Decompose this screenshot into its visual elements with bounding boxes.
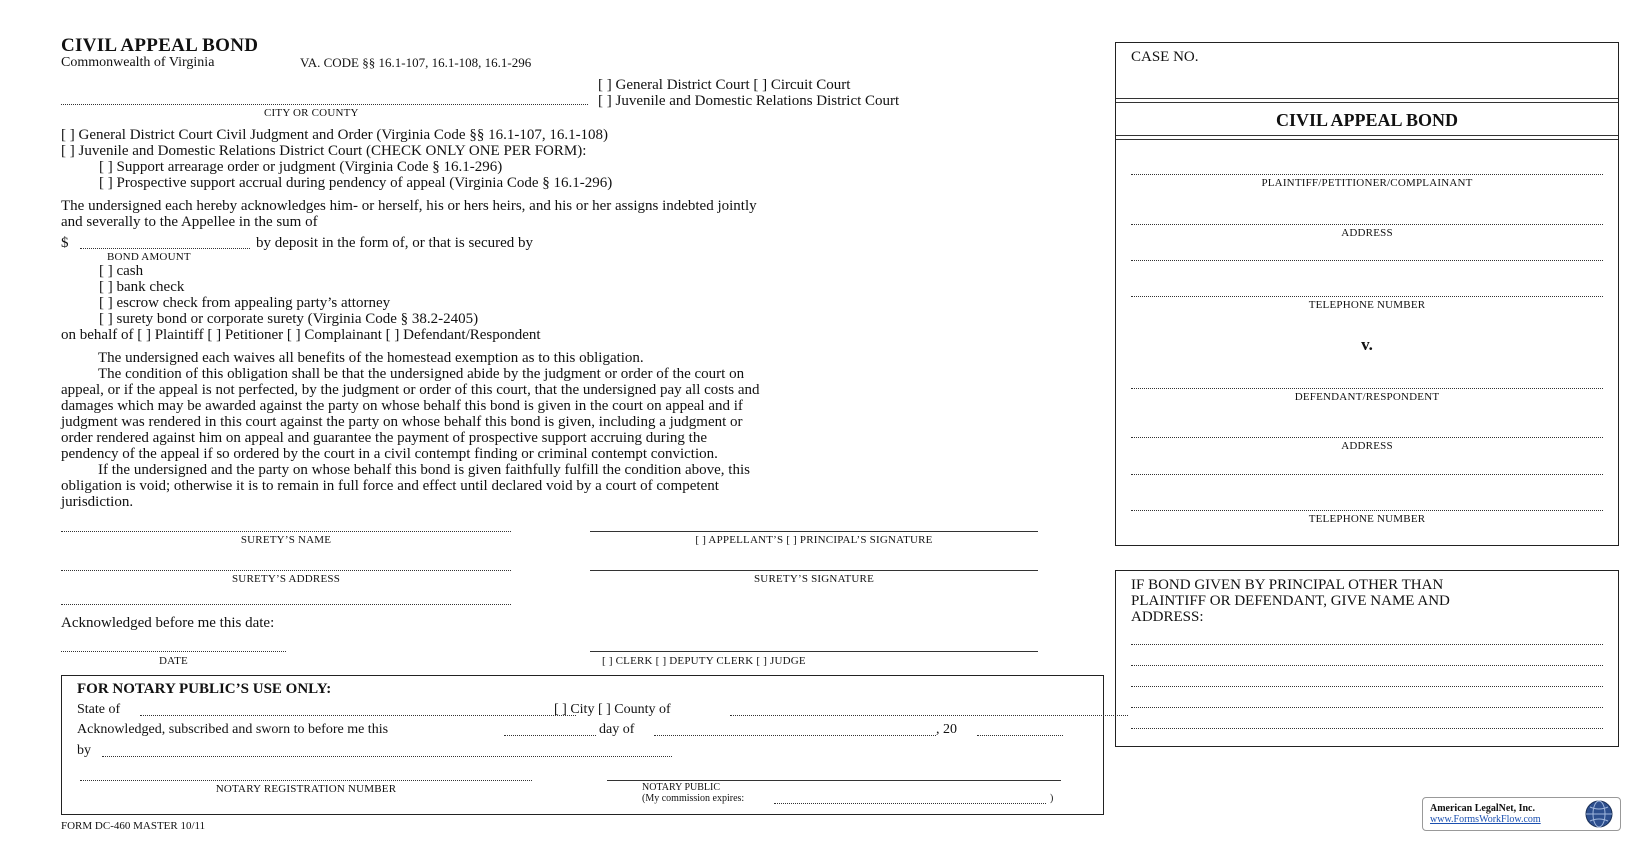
panel-title: CIVIL APPEAL BOND: [1275, 110, 1459, 130]
fulfillment-paragraph-line: obligation is void; otherwise it is to remain in full force and effect until declared void by a court of competent: [61, 478, 719, 494]
plaintiff-address-label: ADDRESS: [1341, 227, 1393, 239]
city-county-field[interactable]: [61, 104, 588, 105]
deposit-option-cash[interactable]: [ ] cash: [99, 263, 144, 279]
date-label: DATE: [159, 655, 188, 667]
city-county-options[interactable]: [ ] City [ ] County of: [554, 702, 671, 717]
principal-instruction-line1: IF BOND GIVEN BY PRINCIPAL OTHER THAN: [1131, 577, 1444, 593]
court-options-line1[interactable]: [ ] General District Court [ ] Circuit Court: [598, 77, 851, 93]
deposit-option-surety[interactable]: [ ] surety bond or corporate surety (Virginia Code § 38.2-2405): [99, 311, 479, 327]
clerk-signature-line[interactable]: [590, 651, 1038, 652]
principal-instruction-line3: ADDRESS:: [1131, 609, 1204, 625]
by-label: by: [77, 743, 91, 758]
logo-company-name: American LegalNet, Inc.: [1430, 803, 1535, 814]
globe-icon: [1582, 799, 1616, 829]
form-title: CIVIL APPEAL BOND: [61, 35, 259, 56]
deposit-text: by deposit in the form of, or that is secured by: [256, 235, 534, 251]
surety-address-field[interactable]: [61, 570, 511, 571]
divider: [1116, 139, 1618, 140]
notary-public-label: NOTARY PUBLIC: [642, 782, 721, 793]
judgment-option-jdr[interactable]: [ ] Juvenile and Domestic Relations District Court (CHECK ONLY ONE PER FORM):: [61, 143, 587, 159]
divider: [1116, 102, 1618, 103]
principal-field[interactable]: [1131, 665, 1603, 666]
condition-paragraph-line: judgment was rendered in this court against the party on whose behalf this bond is given, including a judgment or: [61, 414, 743, 430]
appellant-signature-label[interactable]: [ ] APPELLANT’S [ ] PRINCIPAL’S SIGNATURE: [695, 534, 933, 546]
defendant-field[interactable]: [1131, 388, 1603, 389]
dollar-sign: $: [61, 235, 69, 251]
plaintiff-field[interactable]: [1131, 174, 1603, 175]
plaintiff-address-field-2[interactable]: [1131, 260, 1603, 261]
acknowledged-before-label: Acknowledged before me this date:: [61, 615, 275, 631]
surety-address-field-2[interactable]: [61, 604, 511, 605]
american-legalnet-logo[interactable]: [1422, 797, 1621, 831]
clerk-options-label[interactable]: [ ] CLERK [ ] DEPUTY CLERK [ ] JUDGE: [602, 655, 806, 667]
day-of-label: day of: [599, 722, 635, 737]
defendant-label: DEFENDANT/RESPONDENT: [1294, 391, 1440, 403]
county-field[interactable]: [730, 715, 1128, 716]
divider: [1116, 135, 1618, 136]
notary-year-field[interactable]: [977, 735, 1063, 736]
year-prefix-label: , 20: [936, 722, 957, 737]
defendant-address-label: ADDRESS: [1341, 440, 1393, 452]
plaintiff-telephone-label: TELEPHONE NUMBER: [1308, 299, 1426, 311]
notary-day-field[interactable]: [504, 735, 596, 736]
surety-signature-label: SURETY’S SIGNATURE: [753, 573, 875, 585]
acknowledgment-line1: The undersigned each hereby acknowledges him- or herself, his or hers heirs, and his or her assigns indebted jointly: [61, 198, 757, 214]
city-county-label: CITY OR COUNTY: [264, 107, 359, 119]
judgment-option-arrearage[interactable]: [ ] Support arrearage order or judgment (Virginia Code § 16.1-296): [99, 159, 503, 175]
condition-paragraph-line: pendency of the appeal if so ordered by the court in a civil contempt finding or criminal contempt conviction.: [61, 446, 718, 462]
commission-expires-field[interactable]: [774, 803, 1046, 804]
surety-address-label: SURETY’S ADDRESS: [231, 573, 341, 585]
divider: [1116, 98, 1618, 99]
va-code-label: VA. CODE §§ 16.1-107, 16.1-108, 16.1-296: [300, 55, 532, 70]
condition-paragraph-line: damages which may be awarded against the party on whose behalf this bond is given in the court on appeal and if: [61, 398, 743, 414]
notary-month-field[interactable]: [654, 735, 936, 736]
date-field[interactable]: [61, 651, 286, 652]
principal-field[interactable]: [1131, 686, 1603, 687]
acknowledged-sworn-label: Acknowledged, subscribed and sworn to before me this: [77, 722, 389, 737]
notary-section: [61, 675, 1104, 815]
versus-label: v.: [1361, 335, 1373, 354]
defendant-address-field-2[interactable]: [1131, 474, 1603, 475]
notary-heading: FOR NOTARY PUBLIC’S USE ONLY:: [77, 681, 332, 697]
court-options-line2[interactable]: [ ] Juvenile and Domestic Relations District Court: [598, 93, 900, 109]
case-no-label: CASE NO.: [1131, 49, 1199, 65]
homestead-waiver-paragraph: The undersigned each waives all benefits of the homestead exemption as to this obligation.: [98, 350, 644, 366]
deposit-option-bank-check[interactable]: [ ] bank check: [99, 279, 185, 295]
logo-website-link[interactable]: www.FormsWorkFlow.com: [1430, 814, 1541, 825]
acknowledgment-line2: and severally to the Appellee in the sum of: [61, 214, 318, 230]
plaintiff-label: PLAINTIFF/PETITIONER/COMPLAINANT: [1261, 177, 1473, 189]
on-behalf-options[interactable]: on behalf of [ ] Plaintiff [ ] Petitioner [ ] Complainant [ ] Defendant/Respondent: [61, 327, 541, 343]
bond-amount-field[interactable]: [80, 248, 250, 249]
state-field[interactable]: [140, 715, 576, 716]
notary-signature-line[interactable]: [607, 780, 1061, 781]
surety-signature-line[interactable]: [590, 570, 1038, 571]
notary-registration-field[interactable]: [80, 780, 532, 781]
fulfillment-paragraph-first: If the undersigned and the party on whose behalf this bond is given faithfully fulfill the condition above, this: [98, 462, 750, 478]
commission-expires-label: (My commission expires:: [642, 793, 745, 804]
defendant-address-field[interactable]: [1131, 437, 1603, 438]
by-field[interactable]: [102, 756, 672, 757]
commonwealth-label: Commonwealth of Virginia: [61, 55, 215, 70]
principal-field[interactable]: [1131, 728, 1603, 729]
appellant-signature-line[interactable]: [590, 531, 1038, 532]
state-of-label: State of: [77, 702, 121, 717]
defendant-telephone-label: TELEPHONE NUMBER: [1308, 513, 1426, 525]
defendant-telephone-field[interactable]: [1131, 510, 1603, 511]
form-number: FORM DC-460 MASTER 10/11: [61, 820, 206, 832]
plaintiff-telephone-field[interactable]: [1131, 296, 1603, 297]
principal-info-box: [1115, 570, 1619, 747]
commission-close-paren: ): [1050, 793, 1054, 804]
principal-field[interactable]: [1131, 644, 1603, 645]
judgment-option-gdc[interactable]: [ ] General District Court Civil Judgment and Order (Virginia Code §§ 16.1-107, 16.1-108): [61, 127, 609, 143]
surety-name-field[interactable]: [61, 531, 511, 532]
plaintiff-address-field[interactable]: [1131, 224, 1603, 225]
condition-paragraph-line: order rendered against him on appeal and guarantee the payment of prospective support accruing during the: [61, 430, 708, 446]
principal-instruction-line2: PLAINTIFF OR DEFENDANT, GIVE NAME AND: [1131, 593, 1450, 609]
notary-registration-label: NOTARY REGISTRATION NUMBER: [215, 783, 397, 795]
bond-amount-label: BOND AMOUNT: [107, 251, 191, 263]
condition-paragraph-first: The condition of this obligation shall be that the undersigned abide by the judgment or order of the court on: [98, 366, 745, 382]
fulfillment-paragraph-line: jurisdiction.: [61, 494, 134, 510]
principal-field[interactable]: [1131, 707, 1603, 708]
judgment-option-prospective[interactable]: [ ] Prospective support accrual during pendency of appeal (Virginia Code § 16.1-296): [99, 175, 613, 191]
surety-name-label: SURETY’S NAME: [240, 534, 332, 546]
case-caption-panel: [1115, 42, 1619, 546]
condition-paragraph-line: appeal, or if the appeal is not perfected, by the judgment or order of this court, that the undersigned pay all costs and: [61, 382, 760, 398]
deposit-option-escrow[interactable]: [ ] escrow check from appealing party’s attorney: [99, 295, 391, 311]
